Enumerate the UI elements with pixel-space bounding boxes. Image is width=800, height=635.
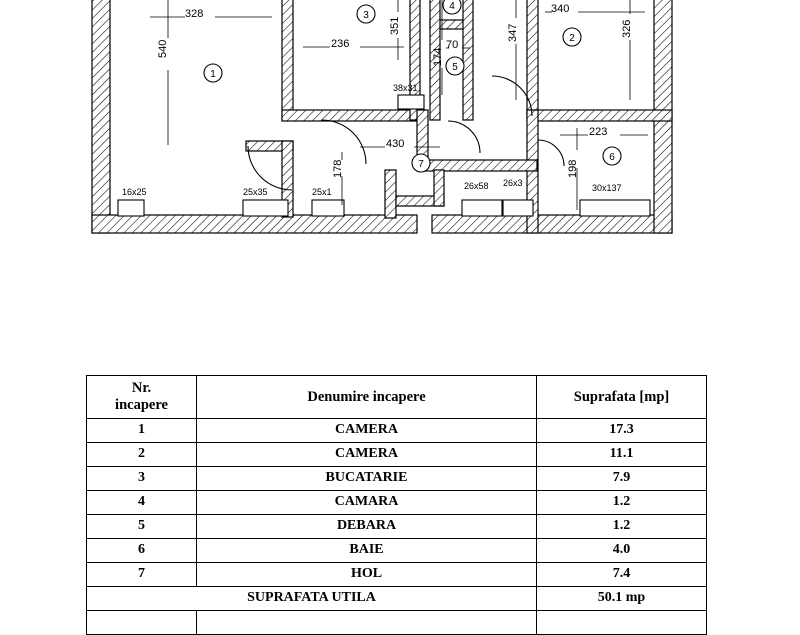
dim-178: 178 xyxy=(332,159,344,178)
row-number: 1 xyxy=(87,419,197,443)
row-area: 17.3 xyxy=(537,419,707,443)
room-marker-3 xyxy=(357,5,375,23)
dim-38x31: 38x31 xyxy=(393,83,418,93)
table-row-partial xyxy=(87,611,707,635)
table-header-row xyxy=(87,376,707,419)
dim-540: 540 xyxy=(157,39,169,58)
walls xyxy=(92,0,672,233)
dimension-labels xyxy=(122,3,633,197)
header-area: Suprafata [mp] xyxy=(537,376,707,419)
room-marker-5-label: 5 xyxy=(452,62,458,73)
dim-70: 70 xyxy=(446,39,459,51)
room-marker-2-label: 2 xyxy=(569,33,575,44)
row-number: 2 xyxy=(87,443,197,467)
row-name: CAMERA xyxy=(197,419,537,443)
row-name: DEBARA xyxy=(197,515,537,539)
room-marker-1-label: 1 xyxy=(210,69,216,80)
room-marker-4 xyxy=(443,0,461,14)
row-area: 7.9 xyxy=(537,467,707,491)
row-number: 7 xyxy=(87,563,197,587)
row-name: HOL xyxy=(197,563,537,587)
row-name: BAIE xyxy=(197,539,537,563)
row-area: 1.2 xyxy=(537,491,707,515)
row-name-empty xyxy=(197,611,537,635)
row-number: 4 xyxy=(87,491,197,515)
row-number: 3 xyxy=(87,467,197,491)
dim-25x1: 25x1 xyxy=(312,187,332,197)
dim-326: 326 xyxy=(621,19,633,38)
row-name: CAMARA xyxy=(197,491,537,515)
room-marker-2 xyxy=(563,28,581,46)
room-marker-3-label: 3 xyxy=(363,10,369,21)
row-area: 11.1 xyxy=(537,443,707,467)
dim-223: 223 xyxy=(589,126,608,138)
floorplan-container xyxy=(0,0,800,260)
room-marker-5 xyxy=(446,57,464,75)
table-row xyxy=(87,467,707,491)
floorplan-drawing xyxy=(0,0,800,260)
header-number-line2: incapere xyxy=(115,397,168,413)
row-area: 7.4 xyxy=(537,563,707,587)
table-row xyxy=(87,443,707,467)
dim-26x58: 26x58 xyxy=(464,181,489,191)
dim-25x35: 25x35 xyxy=(243,187,268,197)
room-marker-6 xyxy=(603,147,621,165)
table-row xyxy=(87,491,707,515)
room-marker-6-label: 6 xyxy=(609,152,615,163)
table-row xyxy=(87,515,707,539)
room-marker-7 xyxy=(412,154,430,172)
table-row xyxy=(87,419,707,443)
room-marker-1 xyxy=(204,64,222,82)
table-total-row xyxy=(87,587,707,611)
row-area: 1.2 xyxy=(537,515,707,539)
dim-340: 340 xyxy=(551,3,570,15)
dim-30x137: 30x137 xyxy=(592,183,622,193)
row-name: BUCATARIE xyxy=(197,467,537,491)
dim-26x3: 26x3 xyxy=(503,178,523,188)
total-value: 50.1 mp xyxy=(537,587,707,611)
door-swings xyxy=(248,76,564,190)
dim-16x25: 16x25 xyxy=(122,187,147,197)
header-name: Denumire incapere xyxy=(197,376,537,419)
dim-347: 347 xyxy=(507,23,519,42)
room-marker-7-label: 7 xyxy=(418,159,424,170)
header-number-line1: Nr. xyxy=(131,380,152,397)
room-marker-4-label: 4 xyxy=(449,1,455,12)
dim-328: 328 xyxy=(185,8,204,20)
room-schedule-table xyxy=(86,375,707,635)
room-schedule-container xyxy=(86,375,706,635)
table-row xyxy=(87,539,707,563)
row-number-empty xyxy=(87,611,197,635)
dim-174: 174 xyxy=(432,47,444,66)
row-number: 6 xyxy=(87,539,197,563)
table-row xyxy=(87,563,707,587)
row-area-empty xyxy=(537,611,707,635)
row-name: CAMERA xyxy=(197,443,537,467)
header-number xyxy=(87,376,197,419)
total-label: SUPRAFATA UTILA xyxy=(87,587,537,611)
dim-236: 236 xyxy=(331,38,350,50)
dim-430: 430 xyxy=(386,138,405,150)
row-number: 5 xyxy=(87,515,197,539)
dim-198: 198 xyxy=(567,159,579,178)
row-area: 4.0 xyxy=(537,539,707,563)
dim-351: 351 xyxy=(389,16,401,35)
